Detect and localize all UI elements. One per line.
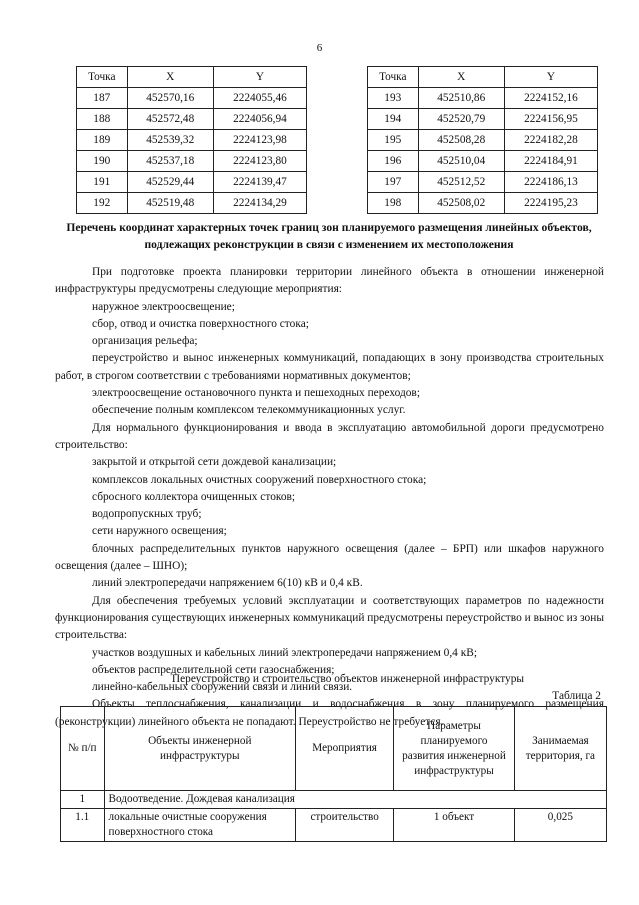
- table-cell: 191: [77, 172, 128, 193]
- table-caption: Переустройство и строительство объектов инженерной инфраструктуры: [171, 673, 525, 685]
- table-cell: 2224139,47: [213, 172, 306, 193]
- infrastructure-table: [60, 706, 607, 842]
- table-cell: 452537,18: [127, 151, 213, 172]
- table-row: [77, 172, 307, 193]
- section-title: Водоотведение. Дождевая канализация: [104, 791, 606, 809]
- column-header-objects: Объекты инженерной инфраструктуры: [104, 707, 295, 791]
- row-object: локальные очистные сооружения поверхностного стока: [104, 809, 295, 842]
- table-cell: 2224055,46: [213, 88, 306, 109]
- table-cell: 189: [77, 130, 128, 151]
- section-number: 1: [61, 791, 105, 809]
- table-row: [77, 193, 307, 214]
- table-row: [368, 88, 598, 109]
- table-cell: 193: [368, 88, 419, 109]
- table-cell: 2224186,13: [504, 172, 597, 193]
- table-cell: 452570,16: [127, 88, 213, 109]
- paragraph: переустройство и вынос инженерных коммуникаций, попадающих в зону производства строительных работ, в строгом соответствии с требованиями нормативных документов;: [55, 352, 604, 382]
- table-row: [77, 109, 307, 130]
- table-cell: 452519,48: [127, 193, 213, 214]
- paragraph: сбор, отвод и очистка поверхностного стока;: [92, 317, 309, 330]
- table-cell: 196: [368, 151, 419, 172]
- table-cell: 2224134,29: [213, 193, 306, 214]
- table-cell: 452512,52: [418, 172, 504, 193]
- page-number: 6: [316, 42, 323, 54]
- column-header: X: [418, 67, 504, 88]
- table-cell: 2224182,28: [504, 130, 597, 151]
- table-row: [368, 109, 598, 130]
- table-cell: 188: [77, 109, 128, 130]
- table-cell: 452520,79: [418, 109, 504, 130]
- column-header-area: Занимаемая территория, га: [514, 707, 606, 791]
- column-header-number: № п/п: [61, 707, 105, 791]
- paragraph: закрытой и открытой сети дождевой канализации;: [92, 456, 337, 469]
- table-section-row: [61, 791, 607, 809]
- table-cell: 198: [368, 193, 419, 214]
- table-cell: 197: [368, 172, 419, 193]
- column-header: Точка: [77, 67, 128, 88]
- paragraph: электроосвещение остановочного пункта и пешеходных переходов;: [92, 387, 420, 400]
- table-cell: 452529,44: [127, 172, 213, 193]
- table-cell: 2224184,91: [504, 151, 597, 172]
- table-cell: 452508,02: [418, 193, 504, 214]
- table-cell: 2224123,80: [213, 151, 306, 172]
- table-header-row: [368, 67, 598, 88]
- table-row: [368, 130, 598, 151]
- section-heading: Перечень координат характерных точек границ зон планируемого размещения линейных объектов, подлежащих реконструкции в связи с изменением их местоположения: [66, 221, 592, 251]
- paragraph: участков воздушных и кабельных линий электропередачи напряжением 0,4 кВ;: [92, 646, 478, 659]
- row-number: 1.1: [61, 809, 105, 842]
- table-row: [77, 130, 307, 151]
- coordinates-table-right: [367, 66, 598, 214]
- paragraph: водопропускных труб;: [92, 508, 202, 521]
- table-cell: 2224152,16: [504, 88, 597, 109]
- table-header-row: [61, 707, 607, 791]
- paragraph: линий электропередачи напряжением 6(10) кВ и 0,4 кВ.: [92, 577, 363, 590]
- column-header: X: [127, 67, 213, 88]
- column-header: Точка: [368, 67, 419, 88]
- column-header-measures: Мероприятия: [296, 707, 394, 791]
- table-cell: 452572,48: [127, 109, 213, 130]
- paragraph: обеспечение полным комплексом телекоммуникационных услуг.: [92, 404, 406, 417]
- paragraph: Объекты теплоснабжения, канализации и водоснабжения в зону планируемого размещения (реконструкции) линейного объекта не попадают. Переустройство не требуется.: [55, 698, 604, 728]
- table-cell: 452539,32: [127, 130, 213, 151]
- paragraph: Для обеспечения требуемых условий эксплуатации и соответствующих параметров по надежности функционирования существующих инженерных коммуникаций предусмотрены переустройство и вынос из зоны строительства:: [55, 594, 604, 642]
- table-row: [368, 151, 598, 172]
- paragraph: При подготовке проекта планировки территории линейного объекта в отношении инженерной инфраструктуры предусмотрены следующие мероприятия:: [55, 266, 604, 296]
- body-text: [55, 264, 604, 731]
- table-cell: 452508,28: [418, 130, 504, 151]
- coordinates-table-left: [76, 66, 307, 214]
- table-number: Таблица 2: [552, 690, 601, 702]
- paragraph: блочных распределительных пунктов наружного освещения (далее – БРП) или шкафов наружного освещения (далее – ШНО);: [55, 542, 604, 573]
- table-row: [77, 88, 307, 109]
- table-header-row: [77, 67, 307, 88]
- paragraph: линейно-кабельных сооружений связи и линий связи.: [92, 681, 353, 694]
- table-cell: 2224195,23: [504, 193, 597, 214]
- row-parameter: 1 объект: [394, 809, 515, 842]
- paragraph: комплексов локальных очистных сооружений поверхностного стока;: [92, 473, 427, 486]
- paragraph: сбросного коллектора очищенных стоков;: [92, 490, 296, 503]
- table-cell: 187: [77, 88, 128, 109]
- paragraph: наружное электроосвещение;: [92, 300, 235, 313]
- row-measure: строительство: [296, 809, 394, 842]
- table-cell: 192: [77, 193, 128, 214]
- table-row: [368, 172, 598, 193]
- table-cell: 2224156,95: [504, 109, 597, 130]
- table-row: [368, 193, 598, 214]
- table-row: [61, 809, 607, 842]
- column-header: Y: [213, 67, 306, 88]
- table-row: [77, 151, 307, 172]
- table-cell: 2224123,98: [213, 130, 306, 151]
- paragraph: сети наружного освещения;: [92, 525, 227, 538]
- paragraph: организация рельефа;: [92, 335, 198, 348]
- table-cell: 195: [368, 130, 419, 151]
- table-cell: 452510,86: [418, 88, 504, 109]
- table-cell: 2224056,94: [213, 109, 306, 130]
- paragraph: объектов распределительной сети газоснабжения;: [92, 663, 335, 676]
- column-header: Y: [504, 67, 597, 88]
- table-cell: 194: [368, 109, 419, 130]
- paragraph: Для нормального функционирования и ввода в эксплуатацию автомобильной дороги предусмотрено строительство:: [55, 421, 604, 451]
- table-cell: 452510,04: [418, 151, 504, 172]
- table-cell: 190: [77, 151, 128, 172]
- row-area: 0,025: [514, 809, 606, 842]
- column-header-parameters: Параметры планируемого развития инженерной инфраструктуры: [394, 707, 515, 791]
